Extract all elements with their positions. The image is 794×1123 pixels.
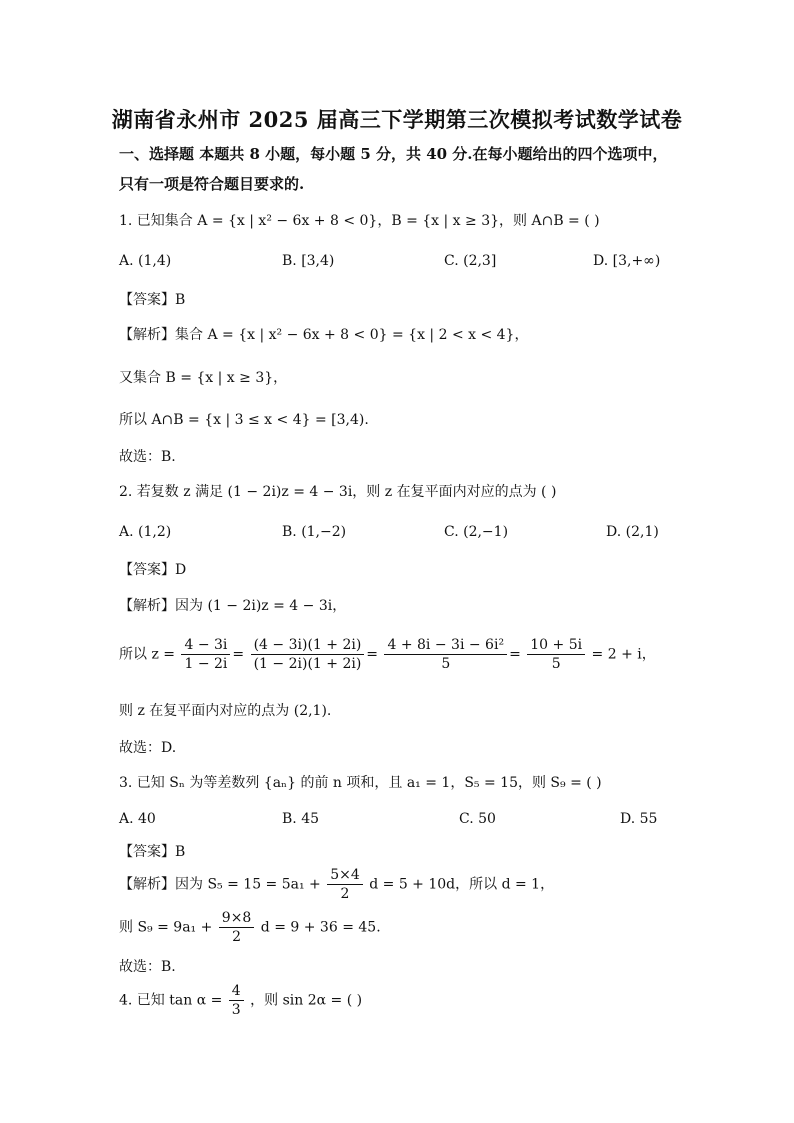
q1-option-c: C. (2,3] [444, 253, 497, 269]
q2-fraction-3-num: 4 + 8i − 3i − 6i² [384, 636, 507, 655]
q3-fraction-1-num: 5×4 [327, 866, 363, 885]
q3-option-a: A. 40 [119, 811, 156, 827]
q2-option-a: A. (1,2) [119, 524, 172, 540]
q4-stem-prefix: 4. 已知 tan α = [119, 992, 223, 1009]
q2-option-c: C. (2,−1) [444, 524, 509, 540]
q3-option-b: B. 45 [282, 811, 320, 827]
q2-fraction-3-den: 5 [441, 656, 451, 672]
q1-analysis-4: 故选：B. [119, 449, 176, 465]
q1-analysis-3: 所以 A∩B = {x | 3 ≤ x < 4} = [3,4). [119, 412, 369, 428]
q2-analysis-2-prefix: 所以 z = [119, 646, 176, 663]
q1-option-a: A. (1,4) [119, 253, 172, 269]
q2-fraction-2 [251, 636, 365, 673]
q2-analysis-4: 故选：D. [119, 740, 177, 756]
q3-analysis-2 [119, 909, 381, 946]
q2-fraction-1-num: 4 − 3i [181, 636, 230, 655]
q3-stem: 3. 已知 Sₙ 为等差数列 {aₙ} 的前 n 项和，且 a₁ = 1，S₅ = 15，则 S₉ = ( ) [119, 775, 602, 791]
q2-analysis-2-suffix: = 2 + i， [591, 646, 656, 663]
q3-fraction-1 [327, 866, 363, 903]
q3-fraction-2-den: 2 [232, 929, 242, 945]
q1-option-b: B. [3,4) [282, 253, 335, 269]
q2-analysis-2: 所以 z = $\frac{4 - 3i}{1 - 2i}$ = $\frac{(4 - 3i)(1 + 2i)}{(1 - 2i)(1 + 2i)}$ = $\frac{\text{4 + 8i − 3i − 6i²}}{5}$ = $\frac{10 + 5i}{5}$ = 2 + i， [119, 637, 656, 672]
q3-option-c: C. 50 [459, 811, 496, 827]
q1-analysis-1: 【解析】集合 A = {x | x² − 6x + 8 < 0} = {x | 2 < x < 4}， [119, 327, 529, 343]
q2-option-d: D. (2,1) [606, 524, 659, 540]
q3-analysis-2-suffix: d = 9 + 36 = 45. [260, 919, 381, 936]
page-title: 湖南省永州市 2025 届高三下学期第三次模拟考试数学试卷 [111, 107, 683, 132]
q3-analysis-1-prefix: 【解析】因为 S₅ = 15 = 5a₁ + [119, 876, 321, 893]
q1-stem: 1. 已知集合 A = {x | x² − 6x + 8 < 0}，B = {x | x ≥ 3}，则 A∩B = ( ) [119, 213, 600, 229]
q2-fraction-4 [527, 636, 585, 673]
q4-fraction-num: 4 [229, 982, 244, 1001]
q2-fraction-4-num: 10 + 5i [527, 636, 585, 655]
q2-fraction-1-den: 1 − 2i [184, 656, 228, 672]
q3-fraction-1-den: 2 [340, 886, 350, 902]
q3-answer: 【答案】B [119, 844, 186, 860]
q3-analysis-1 [119, 866, 554, 903]
q2-stem: 2. 若复数 z 满足 (1 − 2i)z = 4 − 3i，则 z 在复平面内对应的点为 ( ) [119, 484, 557, 500]
q1-analysis-2: 又集合 B = {x | x ≥ 3}， [119, 370, 288, 386]
q2-option-b: B. (1,−2) [282, 524, 347, 540]
q1-option-d: D. [3,+∞) [593, 253, 661, 269]
q3-analysis-2-prefix: 则 S₉ = 9a₁ + [119, 919, 213, 936]
q2-fraction-2-den: (1 − 2i)(1 + 2i) [253, 656, 362, 672]
q2-analysis-3: 则 z 在复平面内对应的点为 (2,1). [119, 703, 332, 719]
q2-analysis-1: 【解析】因为 (1 − 2i)z = 4 − 3i， [119, 598, 347, 614]
q1-answer: 【答案】B [119, 292, 186, 308]
q3-fraction-2-num: 9×8 [219, 909, 255, 928]
q4-fraction-den: 3 [231, 1002, 241, 1018]
q4-stem-suffix: ，则 sin 2α = ( ) [250, 992, 363, 1009]
q4-stem [119, 982, 362, 1019]
q4-fraction [229, 982, 244, 1019]
q2-fraction-4-den: 5 [551, 656, 561, 672]
q3-analysis-1-suffix: d = 5 + 10d，所以 d = 1， [369, 876, 555, 893]
q2-fraction-3 [384, 636, 507, 673]
section-heading-line1: 一、选择题 本题共 8 小题，每小题 5 分，共 40 分.在每小题给出的四个选项中， [119, 145, 668, 163]
q2-fraction-1 [181, 636, 230, 673]
q3-fraction-2 [219, 909, 255, 946]
q2-fraction-2-num: (4 − 3i)(1 + 2i) [251, 636, 365, 655]
section-heading-line2: 只有一项是符合题目要求的. [119, 175, 305, 193]
q3-option-d: D. 55 [620, 811, 658, 827]
q3-analysis-3: 故选：B. [119, 959, 176, 975]
q2-answer: 【答案】D [119, 562, 187, 578]
